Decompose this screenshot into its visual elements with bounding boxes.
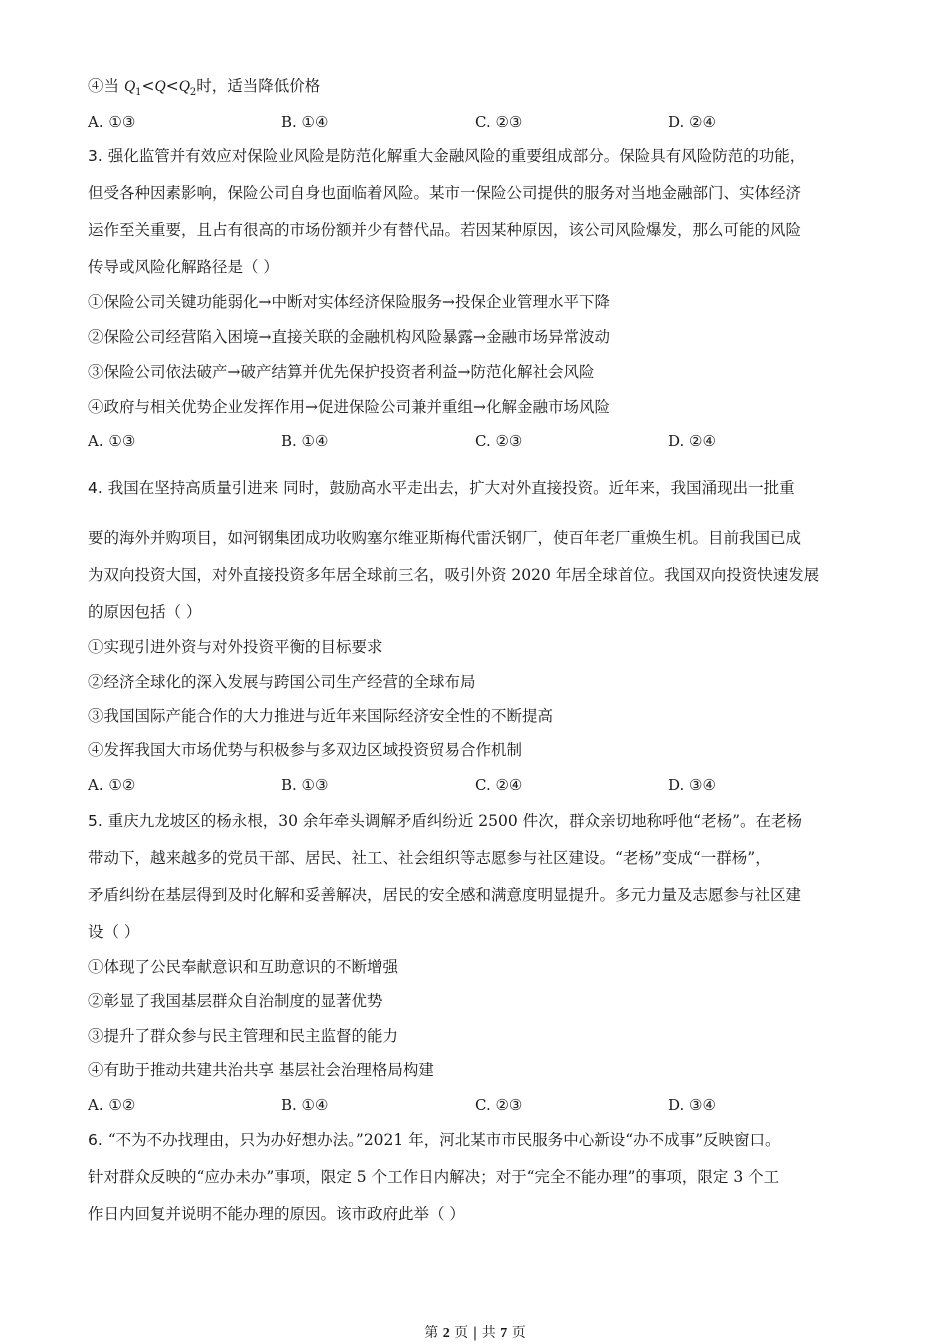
q3-item-4: ④政府与相关优势企业发挥作用→促进保险公司兼并重组→化解金融市场风险 <box>88 398 610 416</box>
q3-item-3: ③保险公司依法破产→破产结算并优先保护投资者利益→防范化解社会风险 <box>88 363 595 381</box>
q3-option-c[interactable]: C. ②③ <box>475 432 523 450</box>
q4-stem-line-4: 的原因包括（ ） <box>88 603 202 621</box>
q5-stem-line-1: 5. 重庆九龙坡区的杨永根，30 余年牵头调解矛盾纠纷近 2500 件次，群众亲切地称呼他“老杨”。在老杨 <box>88 812 803 830</box>
q5-item-4: ④有助于推动共建共治共享 基层社会治理格局构建 <box>88 1061 434 1079</box>
q3-number: 3. <box>88 147 103 165</box>
q5-option-b[interactable]: B. ①④ <box>281 1096 329 1114</box>
q5-option-a[interactable]: A. ①② <box>88 1096 136 1114</box>
q6-number: 6. <box>88 1131 103 1149</box>
q4-item-2: ②经济全球化的深入发展与跨国公司生产经营的全球布局 <box>88 673 476 691</box>
q6-stem-line-2: 针对群众反映的“应办未办”事项，限定 5 个工作日内解决；对于“完全不能办理”的事项，限定 3 个工 <box>88 1168 780 1186</box>
q3-option-b[interactable]: B. ①④ <box>281 432 329 450</box>
q6-stem-line-1: 6. “不为不办找理由，只为办好想办法。”2021 年，河北某市市民服务中心新设“办不成事”反映窗口。 <box>88 1131 781 1149</box>
q4-option-d[interactable]: D. ③④ <box>668 776 716 794</box>
q3-item-1: ①保险公司关键功能弱化→中断对实体经济保险服务→投保企业管理水平下降 <box>88 293 610 311</box>
q6-stem-line-3: 作日内回复并说明不能办理的原因。该市政府此举（ ） <box>88 1205 465 1223</box>
q3-stem-line-2: 但受各种因素影响，保险公司自身也面临着风险。某市一保险公司提供的服务对当地金融部门、实体经济 <box>88 184 802 202</box>
q4-number: 4. <box>88 479 103 497</box>
option-b[interactable]: B. ①④ <box>281 113 329 131</box>
q5-stem-line-4: 设（ ） <box>88 923 140 941</box>
q5-stem-line-2: 带动下，越来越多的党员干部、居民、社工、社会组织等志愿参与社区建设。“老杨”变成“一群杨”， <box>88 849 771 867</box>
q4-option-c[interactable]: C. ②④ <box>475 776 523 794</box>
q5-stem-line-3: 矛盾纠纷在基层得到及时化解和妥善解决，居民的安全感和满意度明显提升。多元力量及志愿参与社区建 <box>88 886 802 904</box>
option-c[interactable]: C. ②③ <box>475 113 523 131</box>
q4-item-1: ①实现引进外资与对外投资平衡的目标要求 <box>88 638 383 656</box>
q3-option-a[interactable]: A. ①③ <box>88 432 136 450</box>
q4-item-4: ④发挥我国大市场优势与积极参与多双边区域投资贸易合作机制 <box>88 741 523 759</box>
q5-item-2: ②彰显了我国基层群众自治制度的显著优势 <box>88 992 383 1010</box>
total-page-number: 7 <box>500 1326 508 1341</box>
q4-stem-line-2: 要的海外并购项目，如河钢集团成功收购塞尔维亚斯梅代雷沃钢厂，使百年老厂重焕生机。目前我国已成 <box>88 529 802 547</box>
option-a[interactable]: A. ①③ <box>88 113 136 131</box>
q4-option-b[interactable]: B. ①③ <box>281 776 329 794</box>
q3-stem-line-1: 3. 强化监管并有效应对保险业风险是防范化解重大金融风险的重要组成部分。保险具有风险防范的功能， <box>88 147 806 165</box>
option-d[interactable]: D. ②④ <box>668 113 716 131</box>
q3-option-d[interactable]: D. ②④ <box>668 432 716 450</box>
q3-stem-line-3: 运作至关重要，且占有很高的市场份额并少有替代品。若因某种原因，该公司风险爆发，那么可能的风险 <box>88 221 802 239</box>
q4-stem-line-3: 为双向投资大国，对外直接投资多年居全球前三名，吸引外资 2020 年居全球首位。我国双向投资快速发展 <box>88 566 820 584</box>
q5-item-1: ①体现了公民奉献意识和互助意识的不断增强 <box>88 958 399 976</box>
current-page-number: 2 <box>442 1326 450 1341</box>
q3-stem-line-4: 传导或风险化解路径是（ ） <box>88 258 279 276</box>
q5-number: 5. <box>88 812 103 830</box>
q4-option-a[interactable]: A. ①② <box>88 776 136 794</box>
q4-item-3: ③我国国际产能合作的大力推进与近年来国际经济安全性的不断提高 <box>88 707 554 725</box>
q4-stem-line-1: 4. 我国在坚持高质量引进来 同时，鼓励高水平走出去，扩大对外直接投资。近年来，我国涌现出一批重 <box>88 479 795 497</box>
prev-item-4: ④当 $Q_1<Q<Q_2$时，适当降低价格 <box>88 77 321 99</box>
q5-option-d[interactable]: D. ③④ <box>668 1096 716 1114</box>
q3-item-2: ②保险公司经营陷入困境→直接关联的金融机构风险暴露→金融市场异常波动 <box>88 328 610 346</box>
q5-item-3: ③提升了群众参与民主管理和民主监督的能力 <box>88 1027 399 1045</box>
q5-option-c[interactable]: C. ②③ <box>475 1096 523 1114</box>
page-footer: 第 2 页 | 共 7 页 <box>424 1325 526 1341</box>
